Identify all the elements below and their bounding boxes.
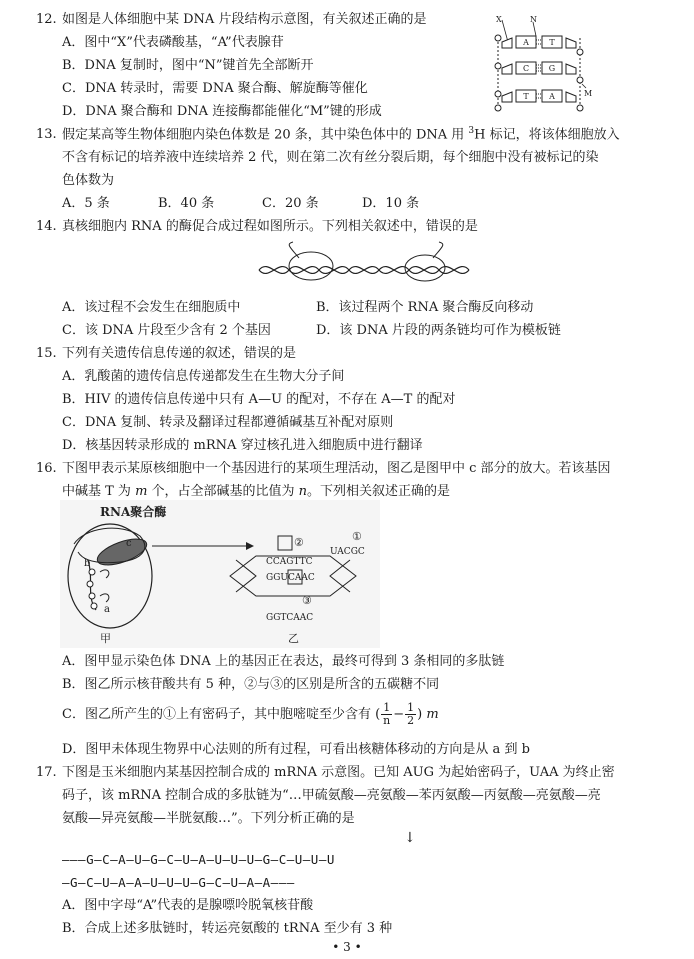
q14-option-c[interactable]: C．该 DNA 片段至少含有 2 个基因 [62, 323, 271, 338]
q16-label-yi: 乙 [288, 632, 299, 645]
q12-base-g1: G [548, 64, 556, 73]
q16-fraction-1-over-n: $\frac{1}{n}$ [383, 701, 391, 728]
q16-option-d[interactable]: D．图甲未体现生物界中心法则的所有过程，可看出核糖体移动的方向是从 a 到 b [62, 742, 530, 757]
page-number: • 3 • [332, 940, 362, 954]
q16-label-a: a [104, 604, 110, 615]
q14-option-a[interactable]: A．该过程不会发生在细胞质中 [62, 300, 241, 315]
q14-option-d[interactable]: D．该 DNA 片段的两条链均可作为模板链 [316, 323, 561, 338]
q14-option-b[interactable]: B．该过程两个 RNA 聚合酶反向移动 [316, 300, 534, 315]
q17-stem-line2: 码子，该 mRNA 控制合成的多肽链为“…甲硫氨酸—亮氨酸—苯丙氨酸—丙氨酸—亮氨酸—亮 [62, 788, 601, 803]
q16-stem-line1: 16. 下图甲表示某原核细胞中一个基因进行的某项生理活动，图乙是图甲中 c 部分的放大。若该基因 [36, 461, 611, 476]
q16-label-rna-pol: RNA聚合酶 [100, 505, 167, 519]
q17-stem-line3: 氨酸—异亮氨酸—半胱氨酸…”。下列分析正确的是 [62, 811, 355, 826]
q13-stem-line3: 色体数为 [62, 173, 115, 188]
q12-stem: 12. 如图是人体细胞中某 DNA 片段结构示意图，有关叙述正确的是 [36, 12, 427, 27]
q16-option-b[interactable]: B．图乙所示核苷酸共有 5 种，②与③的区别是所含的五碳糖不同 [62, 677, 440, 692]
q12-base-t1: T [549, 38, 555, 47]
q12-dna-figure [488, 14, 596, 114]
q16-label-c: c [126, 538, 132, 549]
q14-stem: 14. 真核细胞内 RNA 的酶促合成过程如图所示。下列相关叙述中，错误的是 [36, 219, 478, 234]
q16-circle-2: ② [294, 536, 304, 549]
q13-option-d[interactable]: D．10 条 [362, 196, 420, 211]
q12-option-c[interactable]: C．DNA 转录时，需要 DNA 聚合酶、解旋酶等催化 [62, 81, 368, 96]
q14-transcription-figure [255, 238, 475, 294]
q13-stem-line2: 不含有标记的培养液中连续培养 2 代，则在第二次有丝分裂后期，每个细胞中没有被标记的染 [62, 150, 599, 165]
q16-label-b: b [84, 558, 91, 569]
q13-stem-line1: 13. 假定某高等生物体细胞内染色体数是 20 条，其中染色体中的 DNA 用 $^3$H 标记，将该体细胞放入 [36, 126, 620, 143]
q12-label-n: N [530, 15, 537, 24]
q16-seq-ggtcaac: GGTCAAC [266, 613, 314, 623]
q12-base-c1: C [522, 64, 530, 73]
q13-option-c[interactable]: C．20 条 [262, 196, 319, 211]
q16-seq-ggucaac: GGUCAAC [266, 573, 315, 583]
q15-option-b[interactable]: B．HIV 的遗传信息传递中只有 A—U 的配对，不存在 A—T 的配对 [62, 392, 456, 407]
q16-option-c[interactable]: C．图乙所产生的①上有密码子，其中胞嘧啶至少含有 ( $\frac{1}{n}$ − $\frac{1}{2}$ ) m [62, 701, 439, 728]
q12-option-a[interactable]: A．图中“X”代表磷酸基，“A”代表腺苷 [62, 35, 284, 50]
q12-base-t2: T [523, 92, 529, 101]
q12-label-x: X [496, 15, 502, 24]
q12-option-d[interactable]: D．DNA 聚合酶和 DNA 连接酶都能催化“M”键的形成 [62, 104, 382, 119]
q15-stem: 15. 下列有关遗传信息传递的叙述，错误的是 [36, 346, 297, 361]
q17-mrna-line2: —G—C—U—A—A—U—U—U—G—C—U—A—A——— [62, 875, 295, 890]
q16-option-a[interactable]: A．图甲显示染色体 DNA 上的基因正在表达，最终可得到 3 条相同的多肽链 [62, 654, 505, 669]
q16-seq-ccagttc: CCAGTTC [266, 557, 313, 567]
q16-figure [60, 500, 380, 648]
q16-circle-1: ① [352, 530, 362, 543]
q17-mrna-line1: ———G—C—A—U—G—C—U—A—U—U—U—G—C—U—U—U [62, 852, 335, 867]
q17-stem-line1: 17. 下图是玉米细胞内某基因控制合成的 mRNA 示意图。已知 AUG 为起始密码子，UAA 为终止密 [36, 765, 615, 780]
q17-option-a[interactable]: A．图中字母“A”代表的是腺嘌呤脱氧核苷酸 [62, 898, 314, 913]
q16-circle-3: ③ [302, 594, 312, 607]
q15-option-a[interactable]: A．乳酸菌的遗传信息传递都发生在生物大分子间 [62, 369, 345, 384]
q13-option-a[interactable]: A．5 条 [62, 196, 110, 211]
q17-arrow-icon: ↓ [404, 830, 416, 846]
q17-option-b[interactable]: B．合成上述多肽链时，转运亮氨酸的 tRNA 至少有 3 种 [62, 921, 393, 936]
q15-option-d[interactable]: D．核基因转录形成的 mRNA 穿过核孔进入细胞质中进行翻译 [62, 438, 423, 453]
q12-base-a2: A [549, 92, 555, 101]
q16-label-jia: 甲 [100, 632, 111, 645]
q13-option-b[interactable]: B．40 条 [158, 196, 215, 211]
q16-fraction-1-over-2: $\frac{1}{2}$ [407, 701, 415, 728]
q16-seq-uacgc: UACGC [330, 547, 365, 557]
q15-option-c[interactable]: C．DNA 复制、转录及翻译过程都遵循碱基互补配对原则 [62, 415, 394, 430]
q16-stem-line2: 中碱基 T 为 m 个，占全部碱基的比值为 n。下列相关叙述正确的是 [62, 484, 451, 499]
q12-label-m: M [584, 89, 593, 98]
q12-base-a1: A [523, 38, 529, 47]
q12-option-b[interactable]: B．DNA 复制时，图中“N”键首先全部断开 [62, 58, 314, 73]
